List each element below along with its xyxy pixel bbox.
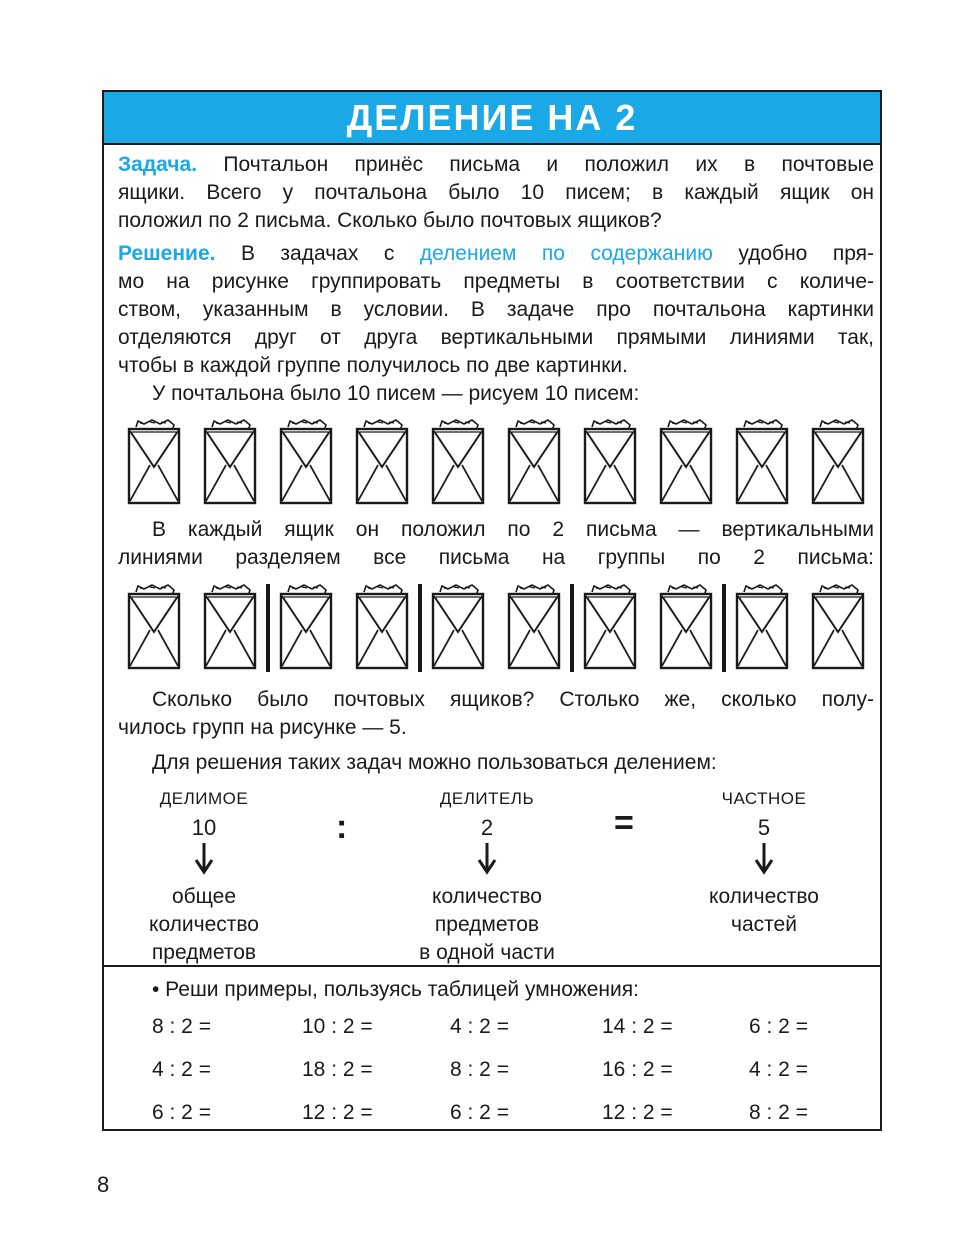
- section-divider: [104, 965, 880, 967]
- exercise-item: 18 : 2 =: [302, 1058, 373, 1081]
- envelope-icon: [734, 417, 790, 507]
- exercise-item: 4 : 2 =: [749, 1058, 808, 1081]
- task-line: ящики. Всего у почтальона было 10 писем; в каждый ящик он: [118, 181, 874, 204]
- division-intro-line: Для решения таких задач можно пользоваться делением:: [152, 751, 717, 774]
- envelope-icon: [354, 582, 410, 672]
- title-bar: [104, 92, 880, 145]
- envelope-row-ungrouped: [126, 417, 864, 507]
- arrow-down-icon: [477, 843, 497, 875]
- envelope-icon: [582, 417, 638, 507]
- answer-line: Сколько было почтовых ящиков? Столько же, сколько полу-: [152, 688, 874, 711]
- desc-line: в одной части: [419, 941, 555, 964]
- envelope-icon: [430, 417, 486, 507]
- envelope-icon: [430, 582, 486, 672]
- envelope-icon: [658, 417, 714, 507]
- quotient-value: 5: [757, 815, 771, 840]
- envelope-icon: [810, 417, 866, 507]
- quotient-desc: [684, 883, 844, 939]
- desc-line: предметов: [151, 941, 257, 964]
- equals-sign: =: [614, 804, 634, 842]
- dividend-value: 10: [191, 815, 217, 840]
- solution-line: мо на рисунке группировать предметы в соответствии с количе-: [118, 270, 874, 293]
- exercise-row: [152, 1015, 852, 1058]
- exercise-item: 4 : 2 =: [152, 1058, 211, 1081]
- step1-text: [152, 380, 872, 408]
- solution-label: Решение.: [118, 242, 216, 265]
- dividend-column: [124, 789, 284, 967]
- step2-line: линиями разделяем все письма на группы по 2 письма:: [118, 546, 874, 569]
- dividend-desc: [124, 883, 284, 967]
- task-paragraph: [118, 151, 874, 235]
- dividend-label: ДЕЛИМОЕ: [159, 789, 249, 808]
- group-separator: [570, 584, 574, 672]
- division-sign: :: [336, 808, 348, 846]
- desc-line: количество: [709, 885, 819, 908]
- step1-line: У почтальона было 10 писем — рисуем 10 писем:: [152, 382, 640, 405]
- envelope-icon: [506, 417, 562, 507]
- group-separator: [266, 584, 270, 672]
- solution-line: отделяются друг от друга вертикальными прямыми линиями так,: [118, 326, 874, 349]
- group-separator: [418, 584, 422, 672]
- exercise-item: 16 : 2 =: [602, 1058, 673, 1081]
- envelope-row-grouped: [126, 582, 864, 672]
- division-intro: [152, 749, 872, 777]
- divisor-label: ДЕЛИТЕЛЬ: [439, 789, 535, 808]
- task-line: положил по 2 письма. Сколько было почтовых ящиков?: [118, 209, 662, 232]
- step2-line: В каждый ящик он положил по 2 письма — вертикальными: [152, 518, 874, 541]
- envelope-icon: [126, 417, 182, 507]
- divisor-value: 2: [480, 815, 494, 840]
- envelope-icon: [810, 582, 866, 672]
- desc-line: количество: [432, 885, 542, 908]
- exercise-row: [152, 1101, 852, 1144]
- exercise-item: 12 : 2 =: [302, 1101, 373, 1124]
- solution-text: удобно пря-: [712, 242, 875, 265]
- exercise-item: 8 : 2 =: [749, 1101, 808, 1124]
- solution-line: ством, указанным в условии. В задаче про почтальона картинки: [118, 298, 874, 321]
- divisor-desc: [397, 883, 577, 967]
- exercise-item: 6 : 2 =: [450, 1101, 509, 1124]
- envelope-icon: [202, 582, 258, 672]
- envelope-icon: [582, 582, 638, 672]
- exercise-item: 14 : 2 =: [602, 1015, 673, 1038]
- group-separator: [722, 584, 726, 672]
- envelope-icon: [278, 417, 334, 507]
- envelope-icon: [658, 582, 714, 672]
- answer-line: чилось групп на рисунке — 5.: [118, 716, 407, 739]
- envelope-icon: [506, 582, 562, 672]
- exercise-item: 8 : 2 =: [450, 1058, 509, 1081]
- exercise-item: 12 : 2 =: [602, 1101, 673, 1124]
- solution-line: чтобы в каждой группе получилось по две картинки.: [118, 354, 628, 377]
- desc-line: предметов: [434, 913, 540, 936]
- desc-line: частей: [731, 913, 797, 936]
- desc-line: общее: [171, 885, 237, 908]
- envelope-icon: [126, 582, 182, 672]
- envelope-icon: [278, 582, 334, 672]
- page-number: 8: [97, 1172, 110, 1197]
- arrow-down-icon: [754, 843, 774, 875]
- step2-paragraph: [118, 516, 874, 572]
- exercise-item: 10 : 2 =: [302, 1015, 373, 1038]
- task-label: Задача.: [118, 153, 198, 176]
- term-highlight: делением по содержанию: [419, 242, 713, 265]
- quotient-label: ЧАСТНОЕ: [721, 789, 807, 808]
- exercise-item: 6 : 2 =: [749, 1015, 808, 1038]
- arrow-down-icon: [194, 843, 214, 875]
- envelope-icon: [734, 582, 790, 672]
- solution-paragraph: [118, 240, 874, 380]
- answer-paragraph: [118, 686, 874, 742]
- task-line: Почтальон принёс письма и положил их в почтовые: [197, 153, 874, 176]
- exercises-grid: [152, 1015, 852, 1144]
- envelope-icon: [202, 417, 258, 507]
- quotient-column: [684, 789, 844, 939]
- exercises-title: • Реши примеры, пользуясь таблицей умножения:: [152, 978, 639, 1001]
- solution-text: В задачах с: [215, 242, 420, 265]
- desc-line: количество: [149, 913, 259, 936]
- envelope-icon: [354, 417, 410, 507]
- exercise-row: [152, 1058, 852, 1101]
- divisor-column: [397, 789, 577, 967]
- lesson-frame: [102, 90, 882, 1131]
- exercise-item: 4 : 2 =: [450, 1015, 509, 1038]
- exercise-item: 8 : 2 =: [152, 1015, 211, 1038]
- exercise-item: 6 : 2 =: [152, 1101, 211, 1124]
- lesson-title: ДЕЛЕНИЕ НА 2: [346, 96, 638, 138]
